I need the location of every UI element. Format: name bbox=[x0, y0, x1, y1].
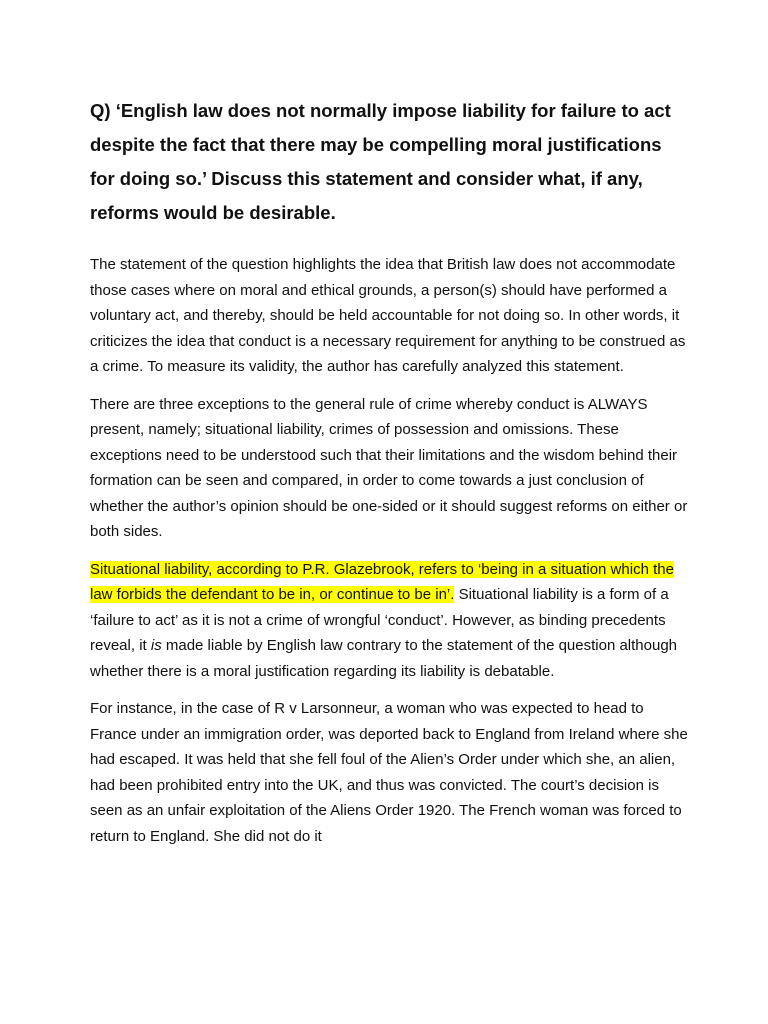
paragraph-text-end: made liable by English law contrary to the statement of the question although whether there is a moral justification regarding its liability is debatable. bbox=[90, 637, 678, 680]
document-page bbox=[90, 94, 690, 861]
paragraph-exceptions: There are three exceptions to the general rule of crime whereby conduct is ALWAYS present, namely; situational liability, crimes of possession and omissions. These exceptions need to be understood such that their limitations and the wisdom behind their formation can be seen and compared, in order to come towards a just conclusion of whether the author’s opinion should be one-sided or it should suggest reforms on either or both sides. bbox=[90, 395, 688, 540]
paragraph-text: Situational liability is a form of a ‘failure to act’ as it is not a crime of wrongful ‘conduct’. However, as binding precedents reveal, it bbox=[90, 586, 669, 654]
question-heading: Q) ‘English law does not normally impose liability for failure to act despite the fact that there may be compelling moral justifications for doing so.’ Discuss this statement and consider what, if any, reforms would be desirable. bbox=[90, 100, 671, 223]
paragraph-situational-liability bbox=[90, 557, 690, 685]
highlighted-text: Situational liability, according to P.R. Glazebrook, refers to ‘being in a situation which the law forbids the defendant to be in, or continue to be in’. bbox=[90, 560, 674, 603]
paragraph-intro: The statement of the question highlights the idea that British law does not accommodate those cases where on moral and ethical grounds, a person(s) should have performed a voluntary act, and thereby, should be held accountable for not doing so. In other words, it criticizes the idea that conduct is a necessary requirement for anything to be construed as a crime. To measure its validity, the author has carefully analyzed this statement. bbox=[90, 256, 686, 375]
italic-text: is bbox=[150, 637, 162, 654]
paragraph-larsonneur-case: For instance, in the case of R v Larsonneur, a woman who was expected to head to France under an immigration order, was deported back to England from Ireland where she had escaped. It was held that she fell foul of the Alien’s Order under which she, an alien, had been prohibited entry into the UK, and thus was convicted. The court’s decision is seen as an unfair exploitation of the Aliens Order 1920. The French woman was forced to return to England. She did not do it bbox=[90, 700, 688, 845]
